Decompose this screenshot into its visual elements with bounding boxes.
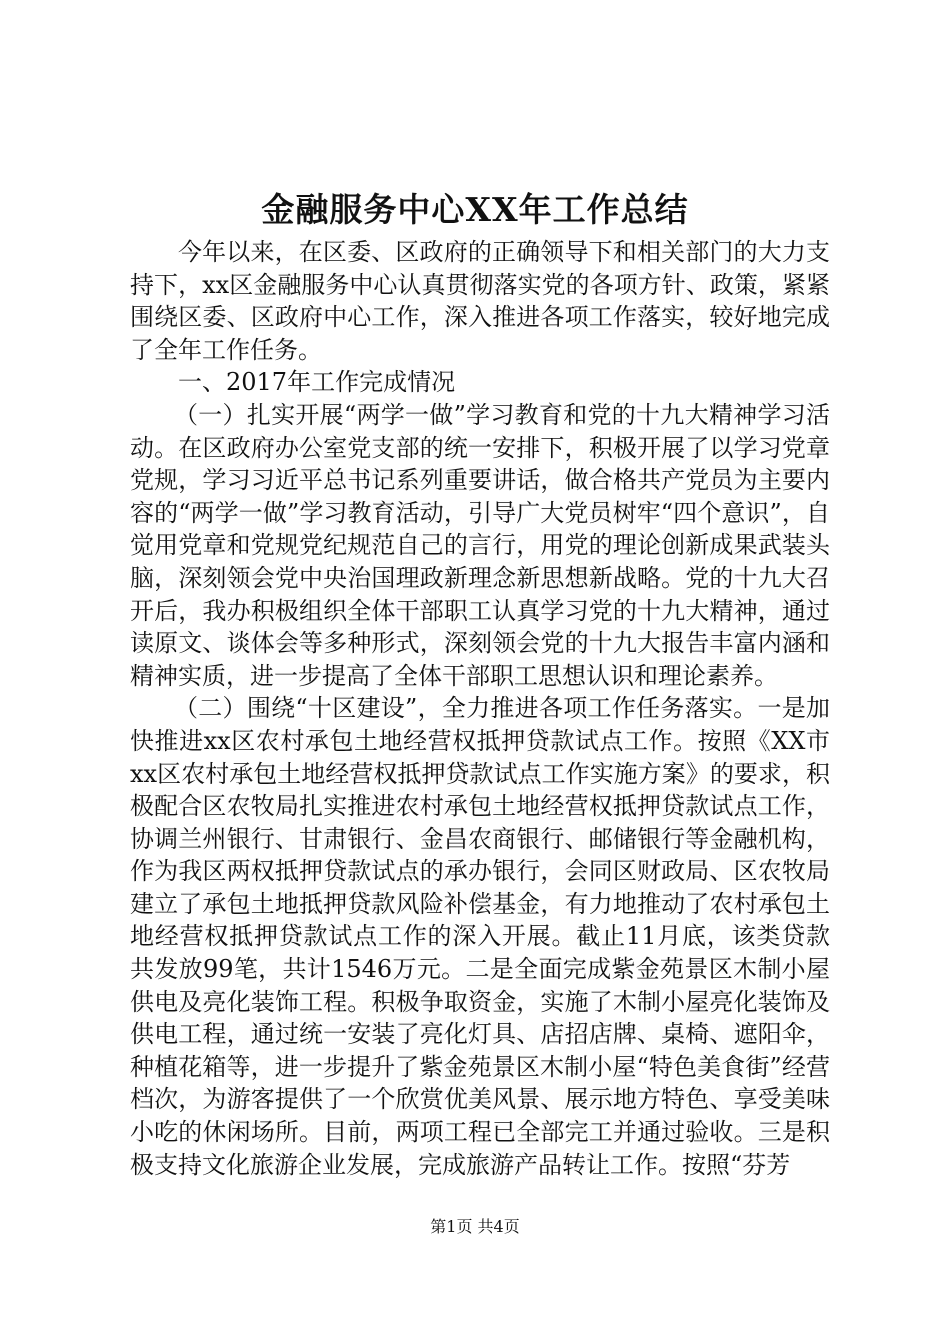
document-body	[130, 236, 830, 1181]
body-paragraph: （二）围绕“十区建设”，全力推进各项工作任务落实。一是加快推进xx区农村承包土地经营权抵押贷款试点工作。按照《XX市xx区农村承包土地经营权抵押贷款试点工作实施方案》的要求，积极配合区农牧局扎实推进农村承包土地经营权抵押贷款试点工作，协调兰州银行、甘肃银行、金昌农商银行、邮储银行等金融机构，作为我区两权抵押贷款试点的承办银行，会同区财政局、区农牧局建立了承包土地抵押贷款风险补偿基金，有力地推动了农村承包土地经营权抵押贷款试点工作的深入开展。截止11月底，该类贷款共发放99笔，共计1546万元。二是全面完成紫金苑景区木制小屋供电及亮化装饰工程。积极争取资金，实施了木制小屋亮化装饰及供电工程，通过统一安装了亮化灯具、店招店牌、桌椅、遮阳伞，种植花箱等，进一步提升了紫金苑景区木制小屋“特色美食街”经营档次，为游客提供了一个欣赏优美风景、展示地方特色、享受美味小吃的休闲场所。目前，两项工程已全部完工并通过验收。三是积极支持文化旅游企业发展，完成旅游产品转让工作。按照“芬芳	[130, 694, 830, 1179]
body-paragraph: （一）扎实开展“两学一做”学习教育和党的十九大精神学习活动。在区政府办公室党支部的统一安排下，积极开展了以学习党章党规，学习习近平总书记系列重要讲话，做合格共产党员为主要内容的“两学一做”学习教育活动，引导广大党员树牢“四个意识”，自觉用党章和党规党纪规范自己的言行，用党的理论创新成果武装头脑，深刻领会党中央治国理政新理念新思想新战略。党的十九大召开后，我办积极组织全体干部职工认真学习党的十九大精神，通过读原文、谈体会等多种形式，深刻领会党的十九大报告丰富内涵和精神实质，进一步提高了全体干部职工思想认识和理论素养。	[130, 400, 830, 690]
body-paragraph: 今年以来，在区委、区政府的正确领导下和相关部门的大力支持下，xx区金融服务中心认真贯彻落实党的各项方针、政策，紧紧围绕区委、区政府中心工作，深入推进各项工作落实，较好地完成了全年工作任务。	[130, 238, 830, 364]
document-title: 金融服务中心XX年工作总结	[261, 190, 689, 229]
page-footer: 第1页 共4页	[430, 1217, 520, 1236]
section-heading: 一、2017年工作完成情况	[178, 368, 456, 397]
